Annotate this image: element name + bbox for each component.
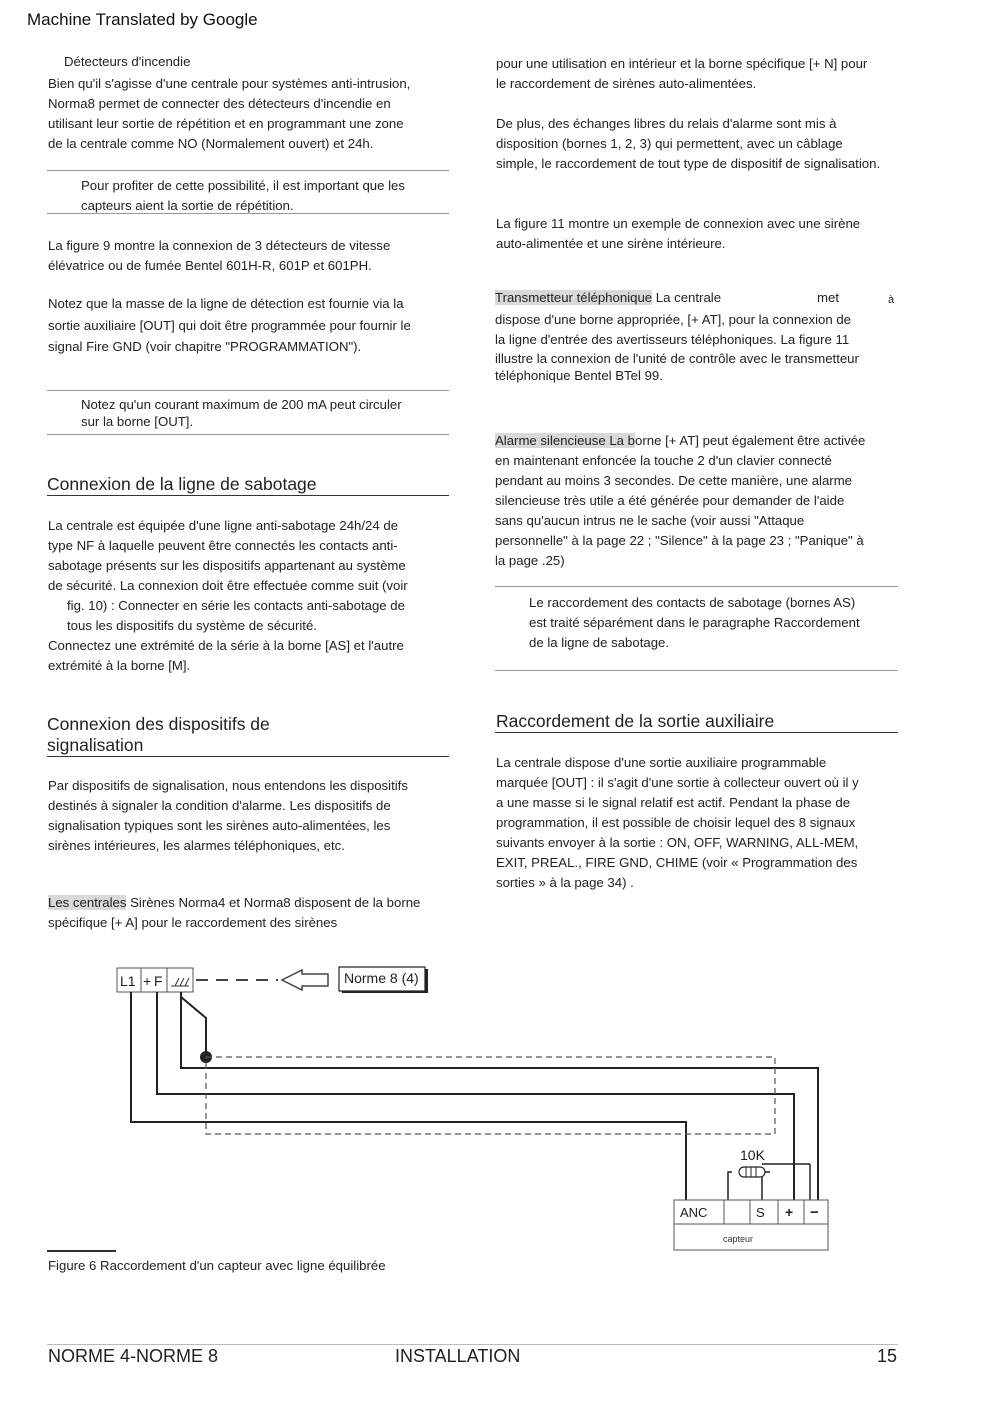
wire-l1 [131, 992, 686, 1200]
figure-caption: Figure 6 Raccordement d'un capteur avec ligne équilibrée [48, 1258, 386, 1273]
wire-ground [181, 992, 818, 1200]
signal-devices-paragraph: Par dispositifs de signalisation, nous entendons les dispositifs destinés à signaler la condition d'alarme. Les dispositifs de signalisation typiques sont les sirènes auto-alimentées, les sirènes intérieures, les alarmes téléphoniques, etc. [48, 778, 408, 853]
note2-rule-bottom [47, 434, 449, 435]
resistor-icon [739, 1167, 765, 1177]
resistor-lead-right [728, 1172, 732, 1200]
sensor-s-label: S [756, 1205, 765, 1220]
note-rule-bottom [47, 213, 449, 214]
aux-output-heading: Raccordement de la sortie auxiliaire [496, 711, 775, 731]
signal-heading-rule [47, 756, 449, 757]
terminal-l1-label: L1 [120, 973, 136, 989]
relay-paragraph: De plus, des échanges libres du relais d'alarme sont mis à disposition (bornes 1, 2, 3) qui permettent, avec un câblage simple, le raccordement de tout type de dispositif de signalisation. [496, 116, 881, 171]
balanced-line-wiring-diagram [0, 960, 992, 1260]
tamper-heading-rule [47, 495, 449, 496]
repeat-output-note: Pour profiter de cette possibilité, il est important que les capteurs aient la sortie de répétition. [81, 178, 405, 213]
sensor-anc-label: ANC [680, 1205, 708, 1220]
tamper-contacts-note: Le raccordement des contacts de sabotage (bornes AS) est traité séparément dans le paragraphe Raccordement de la ligne de sabotage. [529, 595, 860, 650]
wire-ground-branch [181, 997, 206, 1057]
note3-rule-top [495, 586, 898, 587]
wire-plus-f [157, 992, 794, 1200]
page-number: 15 [877, 1346, 898, 1366]
note2-rule-top [47, 390, 449, 391]
aux-heading-rule [495, 732, 898, 733]
silent-alarm-paragraph: Alarme silencieuse La borne [+ AT] peut également être activée en maintenant enfoncée la touche 2 d'un clavier connecté pendant au moins 3 secondes. De cette manière, une alarme silencieuse très utile a été générée pour demander de l'aide sans qu'aucun intrus ne le sache (voir aussi "Attaque personnelle" à la page 22 ; "Silence" à la page 23 ; "Panique" à la page .25) [495, 433, 866, 568]
note-rule-top [47, 170, 449, 171]
footer-rule [47, 1344, 898, 1345]
caption-rule [47, 1250, 116, 1252]
note3-rule-bottom [495, 670, 898, 671]
norme-label: Norme 8 (4) [344, 970, 419, 986]
terminal-f-label: F [154, 973, 163, 989]
resistor-label: 10K [740, 1147, 765, 1163]
figure9-paragraph: La figure 9 montre la connexion de 3 détecteurs de vitesse élévatrice ou de fumée Bentel 601H-R, 601P et 601PH. [48, 238, 391, 273]
footer-section: INSTALLATION [395, 1346, 521, 1366]
sensor-name-label: capteur [723, 1234, 754, 1244]
signal-devices-heading: Connexion des dispositifs de signalisation [47, 714, 270, 755]
terminal-plus-label: + [143, 973, 152, 989]
figure11-paragraph: La figure 11 montre un exemple de connexion avec une sirène auto-alimentée et une sirène intérieure. [496, 216, 861, 251]
sirens-continued: pour une utilisation en intérieur et la borne spécifique [+ N] pour le raccordement de sirènes auto-alimentées. [496, 56, 868, 91]
aux-output-paragraph: La centrale dispose d'une sortie auxiliaire programmable marquée [OUT] : il s'agit d'une sortie à collecteur ouvert où il y a une masse si le signal relatif est actif. Pendant la phase de programmation, il est possible de choisir lequel des 8 signaux suivants envoyer à la sortie : ON, OFF, WARNING, ALL-MEM, EXIT, PREAL., FIRE GND, CHIME (voir « Programmation des sorties » à la page 34) . [496, 755, 859, 890]
translation-banner: Machine Translated by Google [27, 10, 258, 29]
fire-detectors-paragraph: Bien qu'il s'agisse d'une centrale pour systèmes anti-intrusion, Norma8 permet de connecter des détecteurs d'incendie en utilisant leur sortie de répétition et en programmant une zone de la centrale comme NO (Normalement ouvert) et 24h. [48, 76, 411, 151]
sensor-minus-label: − [810, 1204, 819, 1221]
ground-paragraph: Notez que la masse de la ligne de détection est fournie via la sortie auxiliaire [OUT] qui doit être programmée pour fournir le signal Fire GND (voir chapitre "PROGRAMMATION"). [48, 296, 411, 354]
footer-product: NORME 4-NORME 8 [48, 1346, 219, 1366]
telephone-transmitter-paragraph: Transmetteur téléphonique La centrale met à dispose d'une borne appropriée, [+ AT], pour la connexion de la ligne d'entrée des avertisseurs téléphoniques. La figure 11 illustre la connexion de l'unité de contrôle avec le transmetteur téléphonique Bentel BTel 99. [495, 290, 895, 383]
current-note: Notez qu'un courant maximum de 200 mA peut circuler sur la borne [OUT]. [81, 397, 402, 429]
arrow-icon [282, 970, 328, 990]
fire-detectors-title: Détecteurs d'incendie [64, 54, 191, 69]
sensor-plus-label: + [785, 1204, 794, 1220]
tamper-heading: Connexion de la ligne de sabotage [47, 474, 317, 494]
sirens-paragraph: Les centrales Sirènes Norma4 et Norma8 disposent de la borne spécifique [+ A] pour le raccordement des sirènes [48, 895, 421, 930]
tamper-paragraph: La centrale est équipée d'une ligne anti-sabotage 24h/24 de type NF à laquelle peuvent être connectés les contacts anti- sabotage présents sur les dispositifs appartenant au système de sécurité. La connexion doit être effectuée comme suit (voir fig. 10) : Connecter en série les contacts anti-sabotage de tous les dispositifs du système de sécurité. Connectez une extrémité de la série à la borne [AS] et l'autre extrémité à la borne [M]. [48, 518, 408, 673]
